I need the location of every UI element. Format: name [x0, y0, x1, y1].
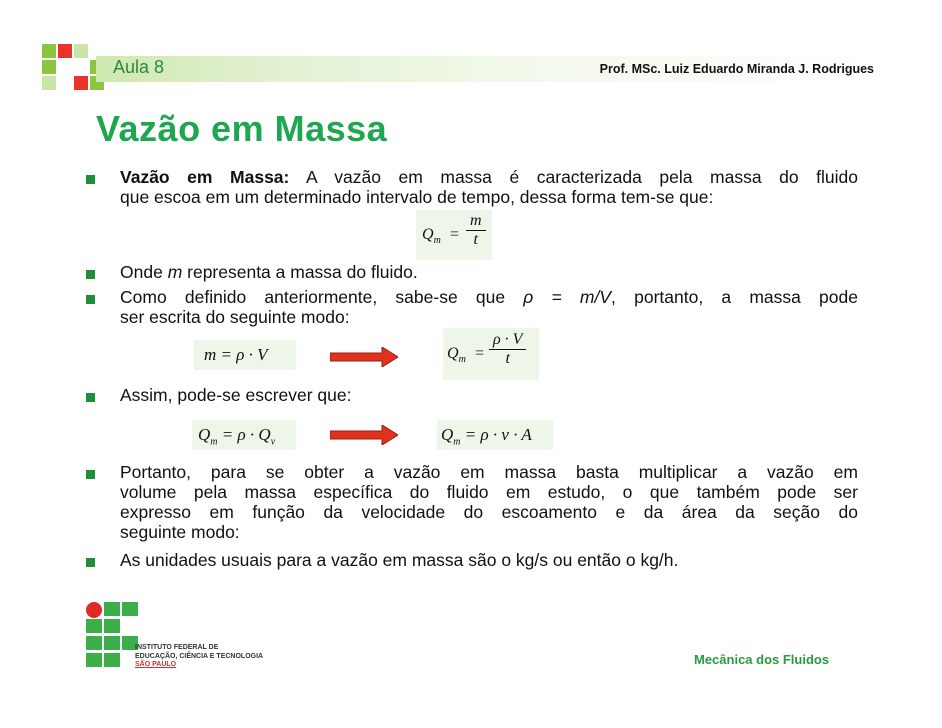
bullet-1-line2: que escoa em um determinado intervalo de tempo, dessa forma tem-se que:	[120, 187, 714, 207]
eq3-denominator: t	[505, 350, 510, 367]
bullet-5-line1: Portanto, para se obter a vazão em massa basta multiplicar a vazão em	[120, 462, 858, 482]
eq5-sub: m	[453, 436, 461, 448]
bullet-icon	[86, 470, 95, 479]
bullet-3-pre: Como definido anteriormente, sabe-se que	[120, 287, 524, 307]
bullet-text-1	[120, 168, 858, 187]
equation-qm-m-over-t: $Q_m$ = $\frac{m}{t}$	[416, 210, 492, 260]
bullet-1-rest: A vazão em massa é caracterizada pela massa do fluido	[289, 167, 858, 187]
eq1-sub: m	[433, 235, 441, 247]
institute-name	[135, 644, 263, 670]
bullet-icon	[86, 393, 95, 402]
eq4-mid: = ρ · Q	[217, 425, 271, 444]
eq4-lhs: Q	[198, 425, 211, 444]
eq5-lhs: Q	[441, 425, 454, 444]
bullet-icon	[86, 270, 95, 279]
eq3-lhs: Q	[447, 345, 459, 362]
eq3-sub: m	[458, 354, 466, 366]
eq1-numerator: m	[466, 212, 486, 231]
header-logo-icon	[42, 44, 104, 94]
equation-qm-rhov-over-t: $Q_m$ = $\frac{\rho \cdot V}{t}$	[443, 328, 539, 380]
bullet-2-var: m	[167, 262, 183, 282]
bullet-5-line2: volume pela massa específica do fluido em estudo, o que também pode ser	[120, 482, 858, 502]
eq5-rhs: = ρ · v · A	[460, 425, 532, 444]
eq4-sub: m	[210, 436, 218, 448]
bullet-text-4: Assim, pode-se escrever que:	[120, 385, 352, 405]
lesson-label: Aula 8	[113, 57, 165, 77]
bullet-text-6: As unidades usuais para a vazão em massa são o kg/s ou então o kg/h.	[120, 550, 679, 570]
eq1-lhs: Q	[422, 226, 434, 243]
bullet-text-2	[120, 263, 858, 282]
bullet-icon	[86, 175, 95, 184]
institute-line-3: SÃO PAULO	[135, 661, 177, 668]
course-name: Mecânica dos Fluidos	[694, 652, 830, 667]
arrow-right-icon	[330, 425, 398, 445]
professor-name: Prof. MSc. Luiz Eduardo Miranda J. Rodrigues	[599, 62, 874, 76]
bullet-2-pre: Onde	[120, 262, 168, 282]
bullet-icon	[86, 558, 95, 567]
bullet-icon	[86, 295, 95, 304]
bullet-5-line4: seguinte modo:	[120, 522, 240, 542]
equation-m-rho-v	[194, 340, 296, 370]
eq2-text: m = ρ · V	[204, 345, 268, 364]
bullet-3-line2: ser escrita do seguinte modo:	[120, 307, 350, 327]
eq1-denominator: t	[473, 231, 478, 248]
equation-qm-rho-v-a	[437, 420, 553, 450]
eq3-numerator: ρ · V	[489, 331, 526, 350]
bullet-5-line3: expresso em função da velocidade do escoamento e da área da seção do	[120, 502, 858, 522]
bullet-1-bold: Vazão em Massa:	[120, 167, 290, 187]
bullet-2-post: representa a massa do fluido.	[182, 262, 418, 282]
eq4-sub2: v	[270, 436, 276, 448]
arrow-right-icon	[330, 347, 398, 367]
equation-qm-rho-qv	[192, 420, 296, 450]
bullet-text-3	[120, 288, 858, 307]
bullet-3-rho: ρ = m/V	[523, 287, 612, 307]
bullet-3-post: , portanto, a massa pode	[611, 287, 858, 307]
institute-line-2: EDUCAÇÃO, CIÊNCIA E TECNOLOGIA	[135, 652, 264, 660]
page-title: Vazão em Massa	[96, 108, 388, 149]
institute-line-1: INSTITUTO FEDERAL DE	[135, 644, 219, 651]
